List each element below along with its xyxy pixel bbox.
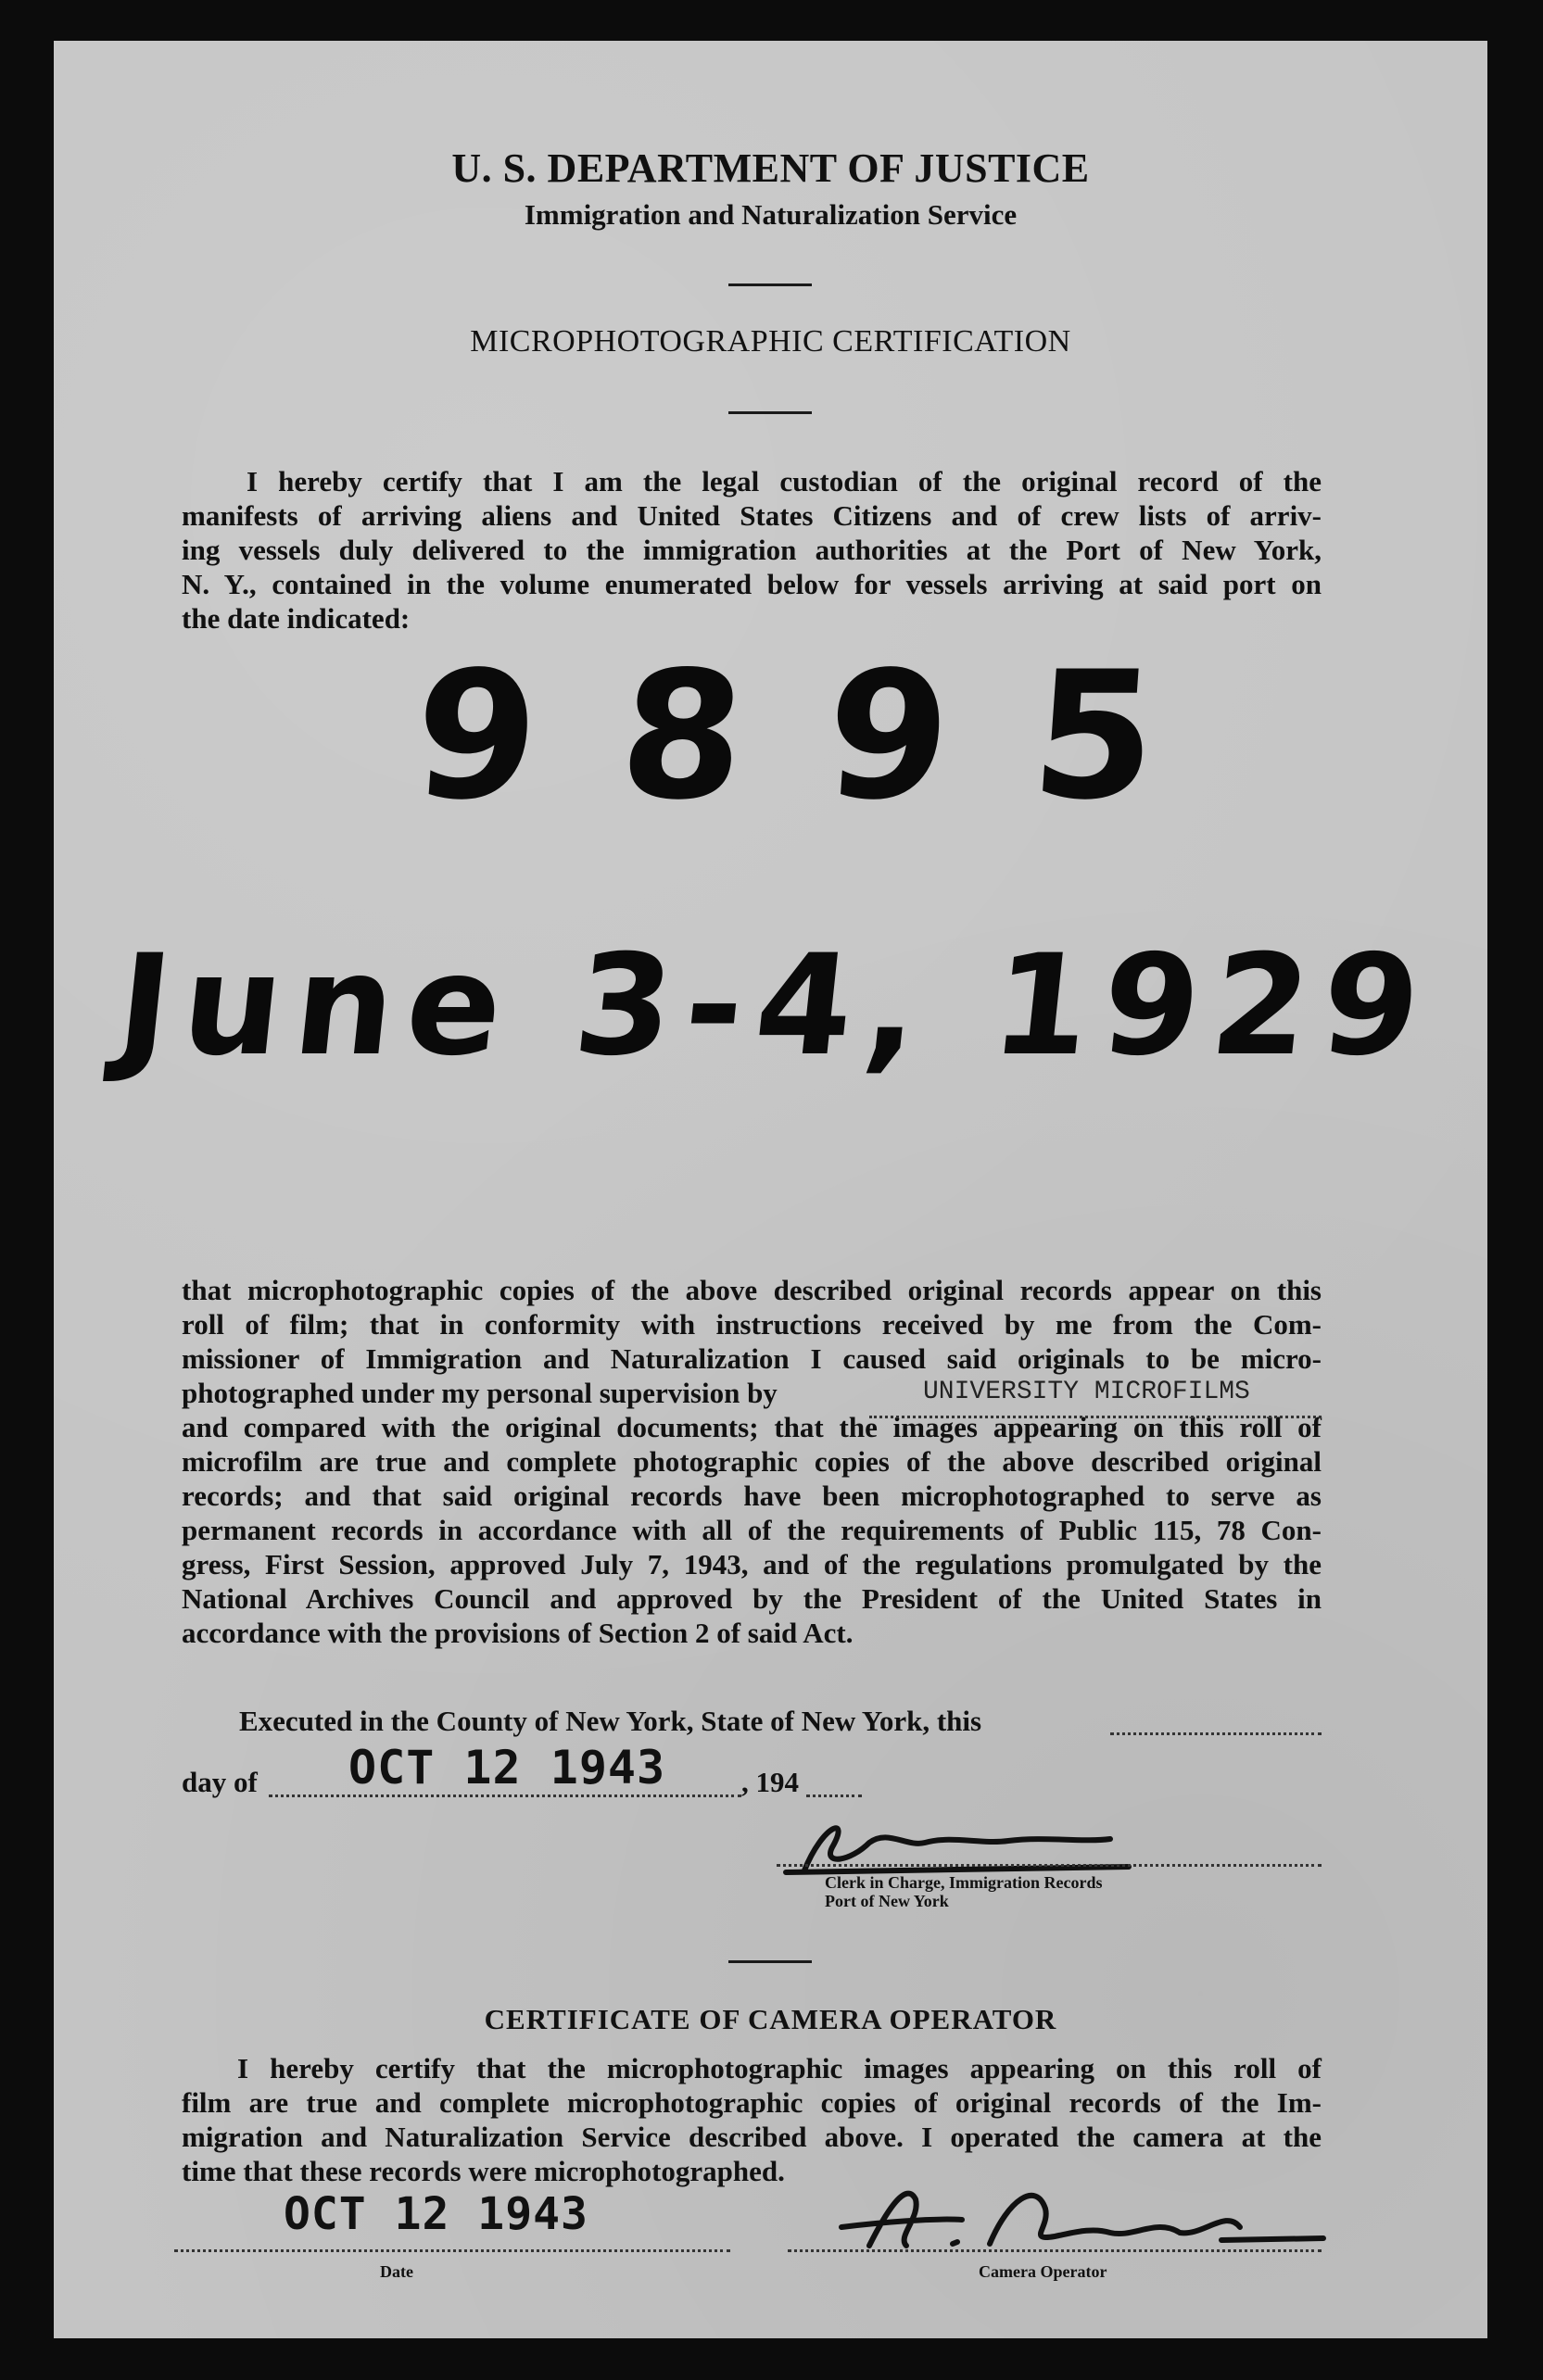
handwritten-date-range: June 3-4, 1929 <box>109 926 1441 1087</box>
execution-statement: Executed in the County of New York, State of New York, this <box>239 1705 982 1737</box>
camera-stamped-date: OCT 12 1943 <box>284 2188 588 2240</box>
date-label: Date <box>380 2262 413 2281</box>
operator-signature-line <box>788 2249 1322 2252</box>
day-of-label: day of <box>182 1766 258 1798</box>
body-line: missioner of Immigration and Naturalization I caused said originals to be micro- <box>182 1342 1322 1375</box>
certificate-sheet <box>54 41 1487 2338</box>
divider <box>728 1960 812 1963</box>
divider <box>728 283 812 286</box>
camera-line: time that these records were microphotographed. <box>182 2155 785 2187</box>
year-prefix: , 194 <box>741 1766 799 1798</box>
camera-paragraph <box>182 2051 1322 2188</box>
handwritten-volume-number: 9895 <box>408 634 1246 838</box>
clerk-port-line: Port of New York <box>825 1892 949 1910</box>
intro-line: manifests of arriving aliens and United States Citizens and of crew lists of arriv- <box>182 499 1322 532</box>
body-line: roll of film; that in conformity with instructions received by me from the Com- <box>182 1308 1322 1341</box>
body-line: gress, First Session, approved July 7, 1943, and of the regulations promulgated by the <box>182 1548 1322 1580</box>
camera-operator-label: Camera Operator <box>979 2262 1107 2281</box>
intro-line: the date indicated: <box>182 602 411 635</box>
camera-line: film are true and complete microphotographic copies of original records of the Im- <box>182 2086 1322 2119</box>
body-paragraph <box>182 1273 1322 1650</box>
service-subheading: Immigration and Naturalization Service <box>524 198 1018 231</box>
day-of-dotted-line <box>269 1794 741 1797</box>
camera-line: I hereby certify that the microphotographic images appearing on this roll of <box>237 2052 1322 2084</box>
intro-line: N. Y., contained in the volume enumerated below for vessels arriving at said port on <box>182 568 1322 600</box>
body-line: photographed under my personal supervision by <box>182 1377 778 1409</box>
date-dotted-line <box>174 2249 730 2252</box>
supervisor-dotted-line <box>869 1416 1322 1418</box>
department-heading: U. S. DEPARTMENT OF JUSTICE <box>451 145 1090 191</box>
certification-title: MICROPHOTOGRAPHIC CERTIFICATION <box>470 324 1071 359</box>
body-line: accordance with the provisions of Section 2 of said Act. <box>182 1617 854 1649</box>
camera-line: migration and Naturalization Service described above. I operated the camera at the <box>182 2121 1322 2153</box>
body-line: National Archives Council and approved by the President of the United States in <box>182 1582 1322 1615</box>
year-dotted-line <box>806 1794 862 1797</box>
body-line: records; and that said original records have been microphotographed to serve as <box>182 1480 1322 1512</box>
camera-certificate-title: CERTIFICATE OF CAMERA OPERATOR <box>484 2003 1057 2035</box>
supervisor-typed-name: UNIVERSITY MICROFILMS <box>923 1378 1250 1406</box>
day-dotted-line <box>1110 1732 1322 1735</box>
clerk-signature-line <box>777 1864 1322 1867</box>
divider <box>728 411 812 414</box>
intro-line: ing vessels duly delivered to the immigration authorities at the Port of New York, <box>182 534 1322 566</box>
clerk-title-line: Clerk in Charge, Immigration Records <box>825 1873 1103 1892</box>
body-line: and compared with the original documents; that the images appearing on this roll of <box>182 1411 1322 1443</box>
body-line: that microphotographic copies of the above described original records appear on this <box>182 1274 1322 1306</box>
stamped-date: OCT 12 1943 <box>348 1741 666 1794</box>
body-line: microfilm are true and complete photographic copies of the above described original <box>182 1445 1322 1478</box>
body-line: permanent records in accordance with all of the requirements of Public 115, 78 Con- <box>182 1514 1322 1546</box>
intro-line: I hereby certify that I am the legal custodian of the original record of the <box>247 465 1322 497</box>
intro-paragraph <box>182 464 1322 636</box>
